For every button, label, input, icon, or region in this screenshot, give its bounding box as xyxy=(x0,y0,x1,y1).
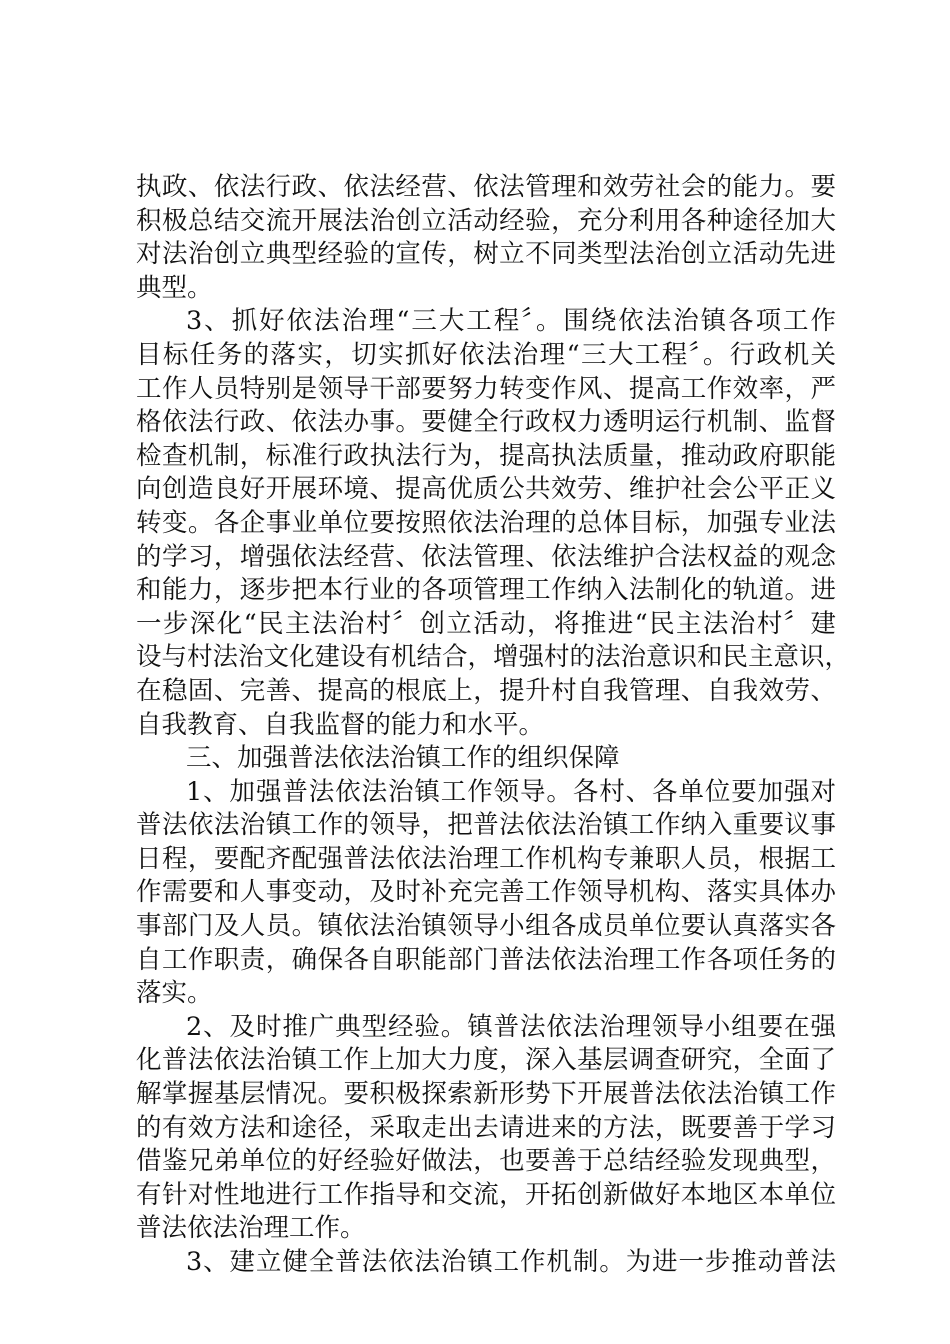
text-line: 目标任务的落实，切实抓好依法治理“三大工程〞。行政机关 xyxy=(136,339,836,370)
text-line: 一步深化“民主法治村〞创立活动，将推进“民主法治村〞建 xyxy=(136,608,836,639)
text-line: 积极总结交流开展法治创立活动经验，充分利用各种途径加大 xyxy=(136,205,836,236)
text-line: 事部门及人员。镇依法治镇领导小组各成员单位要认真落实各 xyxy=(136,911,836,942)
section-heading: 三、加强普法依法治镇工作的组织保障 xyxy=(186,743,620,774)
text-line: 转变。各企事业单位要按照依法治理的总体目标，加强专业法 xyxy=(136,507,836,538)
text-line: 对法治创立典型经验的宣传，树立不同类型法治创立活动先进 xyxy=(136,239,836,270)
text-line: 典型。 xyxy=(136,272,213,303)
text-line: 借鉴兄弟单位的好经验好做法，也要善于总结经验发现典型， xyxy=(136,1146,836,1177)
text-line: 格依法行政、依法办事。要健全行政权力透明运行机制、监督 xyxy=(136,407,836,438)
text-line: 在稳固、完善、提高的根底上，提升村自我管理、自我效劳、 xyxy=(136,675,836,706)
text-line: 自我教育、自我监督的能力和水平。 xyxy=(136,709,545,740)
text-line: 向创造良好开展环境、提高优质公共效劳、维护社会公平正义 xyxy=(136,474,836,505)
text-line: 化普法依法治镇工作上加大力度，深入基层调查研究，全面了 xyxy=(136,1045,836,1076)
text-line: 3、建立健全普法依法治镇工作机制。为进一步推动普法 xyxy=(186,1247,836,1277)
text-line: 落实。 xyxy=(136,978,213,1009)
text-line: 解掌握基层情况。要积极探索新形势下开展普法依法治镇工作 xyxy=(136,1079,836,1110)
text-line: 普法依法治理工作。 xyxy=(136,1213,366,1244)
text-line: 1、加强普法依法治镇工作领导。各村、各单位要加强对 xyxy=(186,776,836,807)
text-line: 普法依法治镇工作的领导，把普法依法治镇工作纳入重要议事 xyxy=(136,810,836,841)
text-line: 2、及时推广典型经验。镇普法依法治理领导小组要在强 xyxy=(186,1011,836,1042)
text-line: 和能力，逐步把本行业的各项管理工作纳入法制化的轨道。进 xyxy=(136,575,836,606)
text-line: 执政、依法行政、依法经营、依法管理和效劳社会的能力。要 xyxy=(136,172,836,202)
text-line: 的学习，增强依法经营、依法管理、依法维护合法权益的观念 xyxy=(136,541,836,572)
text-line: 日程，要配齐配强普法依法治理工作机构专兼职人员，根据工 xyxy=(136,843,836,874)
text-line: 自工作职责，确保各自职能部门普法依法治理工作各项任务的 xyxy=(136,944,836,975)
text-line: 工作人员特别是领导干部要努力转变作风、提高工作效率，严 xyxy=(136,373,836,404)
text-line: 设与村法治文化建设有机结合，增强村的法治意识和民主意识， xyxy=(136,642,851,673)
text-line: 有针对性地进行工作指导和交流，开拓创新做好本地区本单位 xyxy=(136,1179,836,1210)
text-line: 检查机制，标准行政执法行为，提高执法质量，推动政府职能 xyxy=(136,440,836,471)
text-line: 作需要和人事变动，及时补充完善工作领导机构、落实具体办 xyxy=(136,877,836,908)
text-line: 3、抓好依法治理“三大工程〞。围绕依法治镇各项工作 xyxy=(186,306,836,337)
text-line: 的有效方法和途径，采取走出去请进来的方法，既要善于学习 xyxy=(136,1112,836,1143)
document-body xyxy=(136,171,851,1280)
